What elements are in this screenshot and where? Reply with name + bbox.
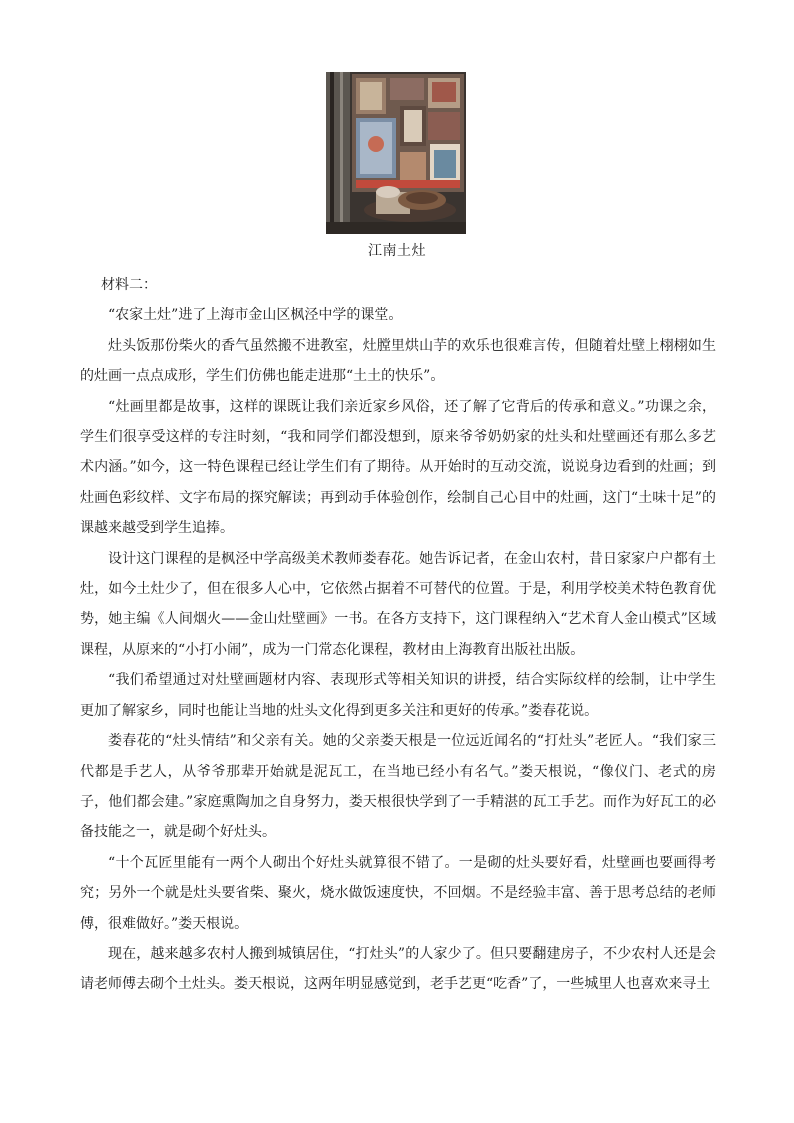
paragraph: “我们希望通过对灶壁画题材内容、表现形式等相关知识的讲授，结合实际纹样的绘制，让中学生更加了解家乡，同时也能让当地的灶头文化得到更多关注和更好的传承。”娄春花说。	[80, 672, 716, 719]
paragraph: 设计这门课程的是枫泾中学高级美术教师娄春花。她告诉记者，在金山农村，昔日家家户户都有土灶，如今土灶少了，但在很多人心中，它依然占据着不可替代的位置。于是，利用学校美术特色教育优势，她主编《人间烟火——金山灶壁画》一书。在各方支持下，这门课程纳入“艺术育人金山模式”区域课程，从原来的“小打小闹”，成为一门常态化课程，教材由上海教育出版社出版。	[80, 550, 716, 658]
section-label: 材料二：	[101, 277, 157, 293]
paragraph: 娄春花的“灶头情结”和父亲有关。她的父亲娄天根是一位远近闻名的“打灶头”老匠人。“我们家三代都是手艺人，从爷爷那辈开始就是泥瓦工，在当地已经小有名气。”娄天根说，“像仪门、老式的房子，他们都会建。”家庭熏陶加之自身努力，娄天根很快学到了一手精湛的瓦工手艺。而作为好瓦工的必备技能之一，就是砌个好灶头。	[80, 733, 716, 841]
article-body	[80, 270, 716, 1000]
stove-mural-photo-icon	[326, 72, 466, 234]
paragraph: “十个瓦匠里能有一两个人砌出个好灶头就算很不错了。一是砌的灶头要好看，灶壁画也要画得考究；另外一个就是灶头要省柴、聚火，烧水做饭速度快，不回烟。不是经验丰富、善于思考总结的老师傅，很难做好。”娄天根说。	[80, 854, 716, 932]
figure-caption: 江南土灶	[368, 243, 426, 259]
paragraph: “灶画里都是故事，这样的课既让我们亲近家乡风俗，还了解了它背后的传承和意义。”功课之余，学生们很享受这样的专注时刻，“我和同学们都没想到，原来爷爷奶奶家的灶头和灶壁画还有那么多艺术内涵。”如今，这一特色课程已经让学生们有了期待。从开始时的互动交流，说说身边看到的灶画；到灶画色彩纹样、文字布局的探究解读；再到动手体验创作，绘制自己心目中的灶画，这门“土味十足”的课越来越受到学生追捧。	[80, 398, 716, 537]
paragraph: 灶头饭那份柴火的香气虽然搬不进教室，灶膛里烘山芋的欢乐也很难言传，但随着灶壁上栩栩如生的灶画一点点成形，学生们仿佛也能走进那“土土的快乐”。	[80, 337, 716, 385]
paragraph: “农家土灶”进了上海市金山区枫泾中学的课堂。	[108, 307, 403, 324]
paragraph: 现在，越来越多农村人搬到城镇居住，“打灶头”的人家少了。但只要翻建房子，不少农村人还是会请老师傅去砌个土灶头。娄天根说，这两年明显感觉到，老手艺更“吃香”了，一些城里人也喜欢来寻土	[80, 945, 716, 993]
